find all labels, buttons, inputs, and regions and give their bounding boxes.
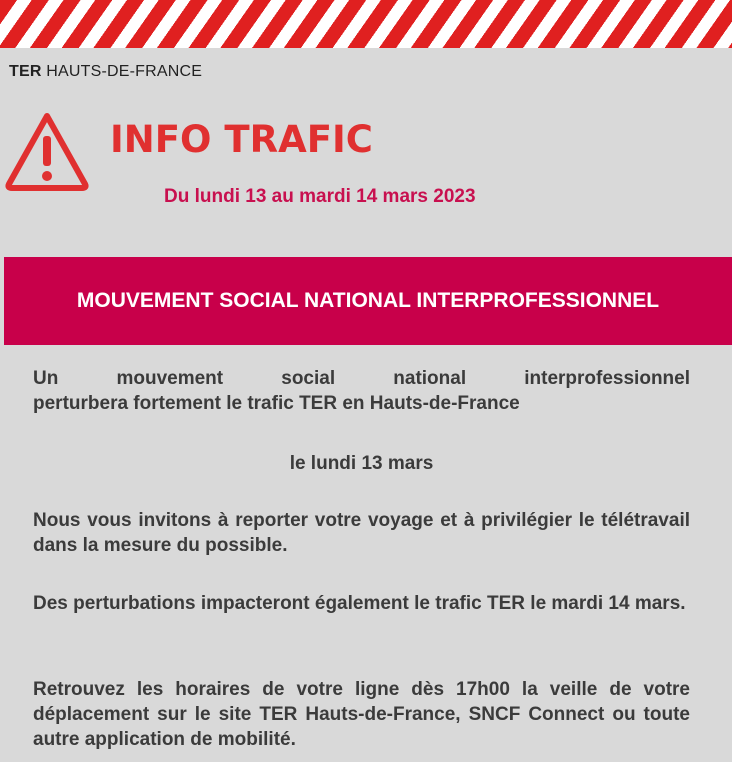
paragraph-intro (33, 366, 690, 416)
paragraph-advice: Nous vous invitons à reporter votre voyage et à privilégier le télétravail dans la mesure du possible. (33, 510, 690, 556)
paragraph-perturbations: Des perturbations impacteront également le trafic TER le mardi 14 mars. (33, 593, 686, 614)
brand-bold: TER (9, 63, 42, 80)
intro-word: interprofessionnel (524, 368, 690, 389)
brand-logo-text (9, 63, 202, 81)
hazard-stripes-header (0, 0, 732, 50)
paragraph-schedules: Retrouvez les horaires de votre ligne dès 17h00 la veille de votre déplacement sur le site TER Hauts-de-France, SNCF Connect ou toute autre application de mobilité. (33, 679, 690, 750)
brand-rest: HAUTS-DE-FRANCE (41, 63, 203, 80)
intro-line-1 (33, 366, 690, 391)
intro-word: social (281, 368, 336, 389)
date-range: Du lundi 13 au mardi 14 mars 2023 (164, 186, 476, 207)
intro-line-2: perturbera fortement le trafic TER en Hauts-de-France (33, 393, 520, 414)
intro-word: Un (33, 368, 59, 389)
info-trafic-title: INFO TRAFIC (110, 118, 373, 161)
warning-triangle-icon (4, 110, 90, 192)
banner-text: MOUVEMENT SOCIAL NATIONAL INTERPROFESSIONNEL (76, 289, 660, 312)
intro-word: national (393, 368, 467, 389)
paragraph-date: le lundi 13 mars (289, 453, 434, 474)
strike-banner (4, 257, 732, 345)
intro-word: mouvement (116, 368, 224, 389)
